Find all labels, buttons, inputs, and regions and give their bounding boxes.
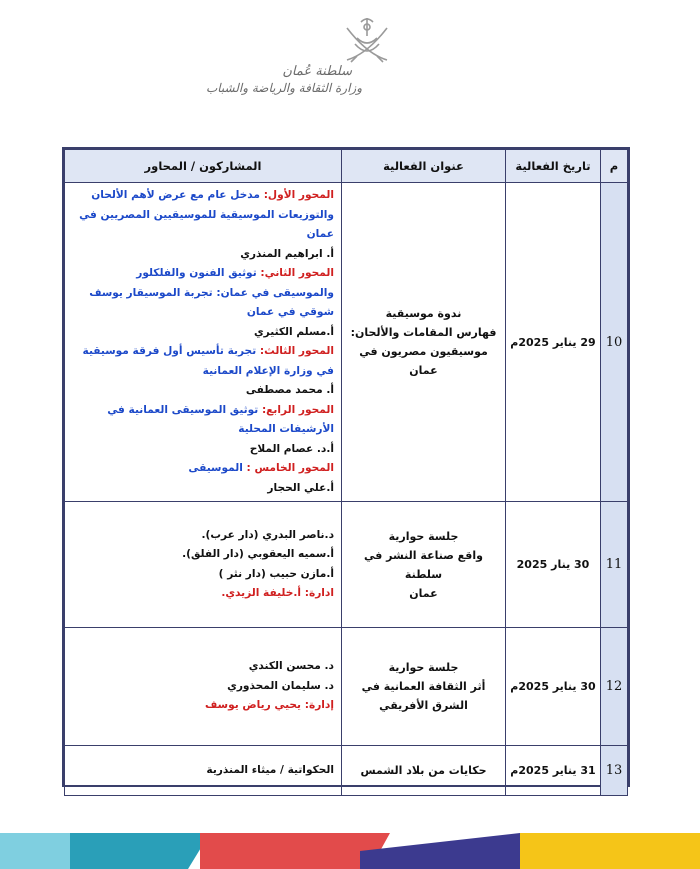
row-title bbox=[342, 746, 506, 796]
row-title bbox=[342, 628, 506, 746]
ministry-name bbox=[206, 64, 362, 96]
participant-line bbox=[72, 264, 334, 323]
row-date: 31 يناير 2025م bbox=[506, 746, 601, 796]
header-date: تاريخ الفعالية bbox=[506, 150, 601, 183]
participant-text: توثيق الموسيقى العمانية في الأرشيفات المحلية bbox=[107, 403, 334, 435]
participant-text: الحكواتية / ميثاء المنذرية bbox=[206, 763, 334, 776]
country-name: سلطنة عُمان bbox=[282, 64, 352, 79]
participant-line bbox=[72, 584, 334, 604]
participant-text: أ.مسلم الكثيري bbox=[253, 325, 334, 338]
axis-label: المحور الأول: bbox=[263, 189, 334, 201]
title-line: عمان bbox=[409, 586, 438, 600]
participant-text: أ.علي الحجار bbox=[267, 481, 334, 494]
header-participants: المشاركون / المحاور bbox=[65, 150, 342, 183]
title-line: واقع صناعة النشر في سلطنة bbox=[363, 548, 483, 581]
table-row bbox=[65, 746, 628, 796]
row-num: 11 bbox=[601, 502, 628, 628]
axis-label: المحور الثالث: bbox=[259, 345, 334, 357]
row-date: 29 يناير 2025م bbox=[506, 183, 601, 502]
header-title: عنوان الفعالية bbox=[342, 150, 506, 183]
participant-text: أ. محمد مصطفى bbox=[245, 384, 334, 396]
participant-text: أ.مازن حبيب (دار نثر ) bbox=[218, 567, 334, 580]
row-participants bbox=[65, 628, 342, 746]
participant-text: د. سليمان المحذوري bbox=[227, 679, 334, 692]
table-row bbox=[65, 502, 628, 628]
table-row bbox=[65, 183, 628, 502]
participant-text: أ.د. عصام الملاح bbox=[249, 442, 334, 455]
participant-text: أ. ابراهيم المنذري bbox=[240, 247, 334, 260]
participant-line bbox=[72, 565, 334, 585]
participant-line bbox=[72, 323, 334, 343]
participant-line bbox=[72, 545, 334, 565]
title-line: جلسة حوارية bbox=[388, 661, 459, 674]
participant-line bbox=[72, 526, 334, 546]
participant-text: توثيق الفنون والفلكلور والموسيقى في عمان: تجربة الموسيقار يوسف شوقي في عمان bbox=[89, 267, 334, 318]
table-header-row bbox=[65, 150, 628, 183]
table-row bbox=[65, 628, 628, 746]
participant-line bbox=[72, 479, 334, 499]
participant-line bbox=[72, 186, 334, 245]
participant-text: د. محسن الكندي bbox=[248, 660, 334, 673]
participant-line bbox=[72, 342, 334, 381]
participant-text: مدخل عام مع عرض لأهم الألحان والتوزيعات الموسيقية للموسيقيين المصريين في عمان bbox=[79, 189, 334, 240]
page-header bbox=[0, 0, 700, 130]
participant-line bbox=[72, 401, 334, 440]
oman-emblem-icon bbox=[337, 14, 397, 66]
row-num: 13 bbox=[601, 746, 628, 796]
title-line: موسيقيون مصريون في عمان bbox=[359, 345, 488, 377]
participant-line bbox=[72, 657, 334, 677]
events-table bbox=[62, 147, 630, 787]
axis-label: المحور الخامس : bbox=[246, 462, 334, 474]
title-line: حكايات من بلاد الشمس bbox=[360, 764, 487, 777]
participant-text: د.ناصر البدري (دار عرب). bbox=[201, 528, 334, 541]
row-date: 30 ينار 2025 bbox=[506, 502, 601, 628]
ministry-title: وزارة الثقافة والرياضة والشباب bbox=[205, 81, 362, 95]
title-line: جلسة حوارية bbox=[388, 529, 459, 543]
row-participants bbox=[65, 746, 342, 796]
title-line: أثر الثقافة العمانية في bbox=[361, 680, 486, 693]
participant-line bbox=[72, 381, 334, 401]
header-num: م bbox=[601, 150, 628, 183]
participant-text: أ.سميه اليعقوبي (دار الفلق). bbox=[182, 548, 334, 560]
participant-line bbox=[72, 245, 334, 265]
row-title bbox=[342, 183, 506, 502]
participant-line bbox=[72, 440, 334, 460]
row-date: 30 يناير 2025م bbox=[506, 628, 601, 746]
row-title bbox=[342, 502, 506, 628]
title-line: فهارس المقامات والألحان: bbox=[350, 326, 497, 339]
row-participants bbox=[65, 183, 342, 502]
axis-label: المحور الثاني: bbox=[260, 267, 334, 279]
participant-text: إدارة: يحيي رياض يوسف bbox=[205, 699, 334, 712]
row-participants bbox=[65, 502, 342, 628]
participant-line bbox=[72, 696, 334, 716]
row-num: 10 bbox=[601, 183, 628, 502]
title-line: الشرق الأفريقي bbox=[379, 699, 468, 712]
participant-line bbox=[72, 761, 334, 781]
participant-text: تجربة تأسيس أول فرقة موسيقية في وزارة الإعلام العمانية bbox=[82, 345, 334, 377]
row-num: 12 bbox=[601, 628, 628, 746]
axis-label: المحور الرابع: bbox=[261, 403, 334, 416]
participant-text: الموسيقى bbox=[188, 462, 247, 474]
footer-color-band bbox=[0, 833, 700, 869]
participant-text: ادارة: أ.خليفة الزيدي. bbox=[221, 587, 334, 599]
participant-line bbox=[72, 677, 334, 697]
title-line: ندوة موسيقية bbox=[385, 307, 462, 320]
participant-line bbox=[72, 459, 334, 479]
